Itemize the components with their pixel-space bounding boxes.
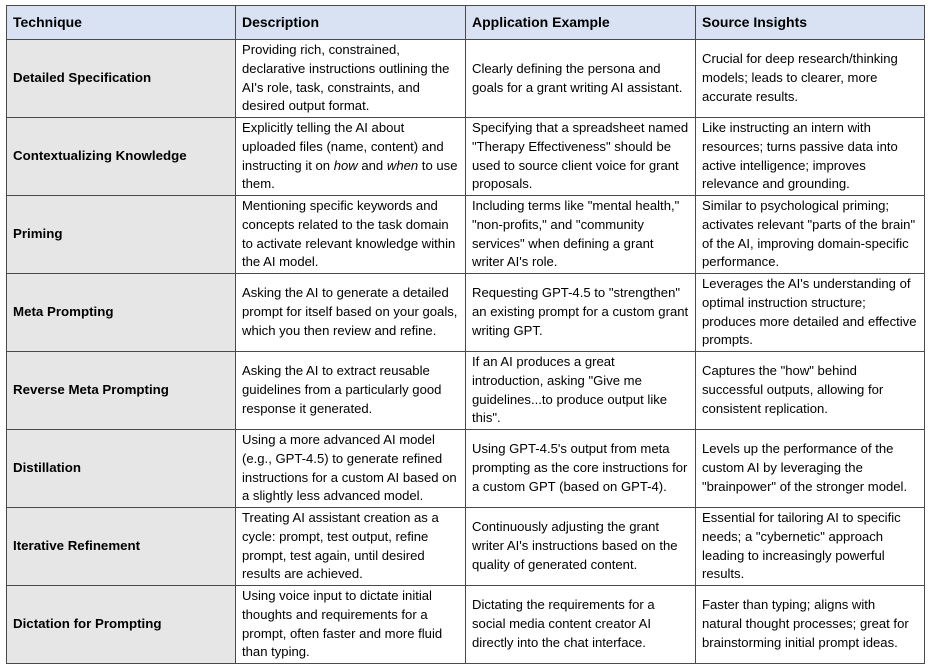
description-text: Explicitly telling the AI about uploaded files (name, content) and instructing it on (242, 119, 444, 173)
header-technique: Technique (7, 6, 236, 40)
insights-cell: Faster than typing; aligns with natural thought processes; great for brainstorming initial prompt ideas. (696, 586, 925, 664)
example-cell: Specifying that a spreadsheet named "Therapy Effectiveness" should be used to source client voice for grant proposals. (466, 118, 696, 196)
technique-cell: Detailed Specification (7, 40, 236, 118)
technique-cell: Contextualizing Knowledge (7, 118, 236, 196)
table-row (7, 274, 925, 352)
technique-cell: Priming (7, 196, 236, 274)
table-row (7, 352, 925, 430)
description-emphasis: when (386, 157, 419, 173)
description-cell: Using a more advanced AI model (e.g., GPT-4.5) to generate refined instructions for a custom AI based on a slightly less advanced model. (236, 430, 466, 508)
description-text: and (357, 157, 387, 173)
description-cell: Mentioning specific keywords and concepts related to the task domain to activate relevant knowledge within the AI model. (236, 196, 466, 274)
insights-cell: Crucial for deep research/thinking models; leads to clearer, more accurate results. (696, 40, 925, 118)
table-row (7, 586, 925, 664)
insights-cell: Similar to psychological priming; activates relevant "parts of the brain" of the AI, improving domain-specific performance. (696, 196, 925, 274)
example-cell: Requesting GPT-4.5 to "strengthen" an existing prompt for a custom grant writing GPT. (466, 274, 696, 352)
technique-cell: Iterative Refinement (7, 508, 236, 586)
description-cell: Providing rich, constrained, declarative instructions outlining the AI's role, task, constraints, and desired output format. (236, 40, 466, 118)
insights-cell: Levels up the performance of the custom AI by leveraging the "brainpower" of the stronger model. (696, 430, 925, 508)
description-cell: Treating AI assistant creation as a cycle: prompt, test output, refine prompt, test again, until desired results are achieved. (236, 508, 466, 586)
description-cell: Asking the AI to generate a detailed prompt for itself based on your goals, which you then review and refine. (236, 274, 466, 352)
description-cell (236, 118, 466, 196)
technique-cell: Dictation for Prompting (7, 586, 236, 664)
table-row (7, 430, 925, 508)
example-cell: If an AI produces a great introduction, asking "Give me guidelines...to produce output like this". (466, 352, 696, 430)
technique-cell: Meta Prompting (7, 274, 236, 352)
description-cell: Asking the AI to extract reusable guidelines from a particularly good response it generated. (236, 352, 466, 430)
insights-cell: Captures the "how" behind successful outputs, allowing for consistent replication. (696, 352, 925, 430)
header-description: Description (236, 6, 466, 40)
insights-cell: Leverages the AI's understanding of optimal instruction structure; produces more detailed and effective prompts. (696, 274, 925, 352)
insights-cell: Like instructing an intern with resources; turns passive data into active intelligence; improves relevance and grounding. (696, 118, 925, 196)
example-cell: Including terms like "mental health," "non-profits," and "community services" when defining a grant writer AI's role. (466, 196, 696, 274)
table-row (7, 508, 925, 586)
techniques-table (6, 5, 925, 664)
example-cell: Dictating the requirements for a social media content creator AI directly into the chat interface. (466, 586, 696, 664)
technique-cell: Distillation (7, 430, 236, 508)
header-application-example: Application Example (466, 6, 696, 40)
insights-cell: Essential for tailoring AI to specific needs; a "cybernetic" approach leading to increasingly powerful results. (696, 508, 925, 586)
table-row (7, 40, 925, 118)
description-text: to use them. (242, 157, 458, 192)
table-row (7, 196, 925, 274)
table-row (7, 118, 925, 196)
description-cell: Using voice input to dictate initial thoughts and requirements for a prompt, often faster and more fluid than typing. (236, 586, 466, 664)
example-cell: Using GPT-4.5's output from meta prompting as the core instructions for a custom GPT (based on GPT-4). (466, 430, 696, 508)
description-emphasis: how (333, 157, 358, 173)
header-row (7, 6, 925, 40)
example-cell: Continuously adjusting the grant writer AI's instructions based on the quality of generated content. (466, 508, 696, 586)
technique-cell: Reverse Meta Prompting (7, 352, 236, 430)
example-cell: Clearly defining the persona and goals for a grant writing AI assistant. (466, 40, 696, 118)
header-source-insights: Source Insights (696, 6, 925, 40)
